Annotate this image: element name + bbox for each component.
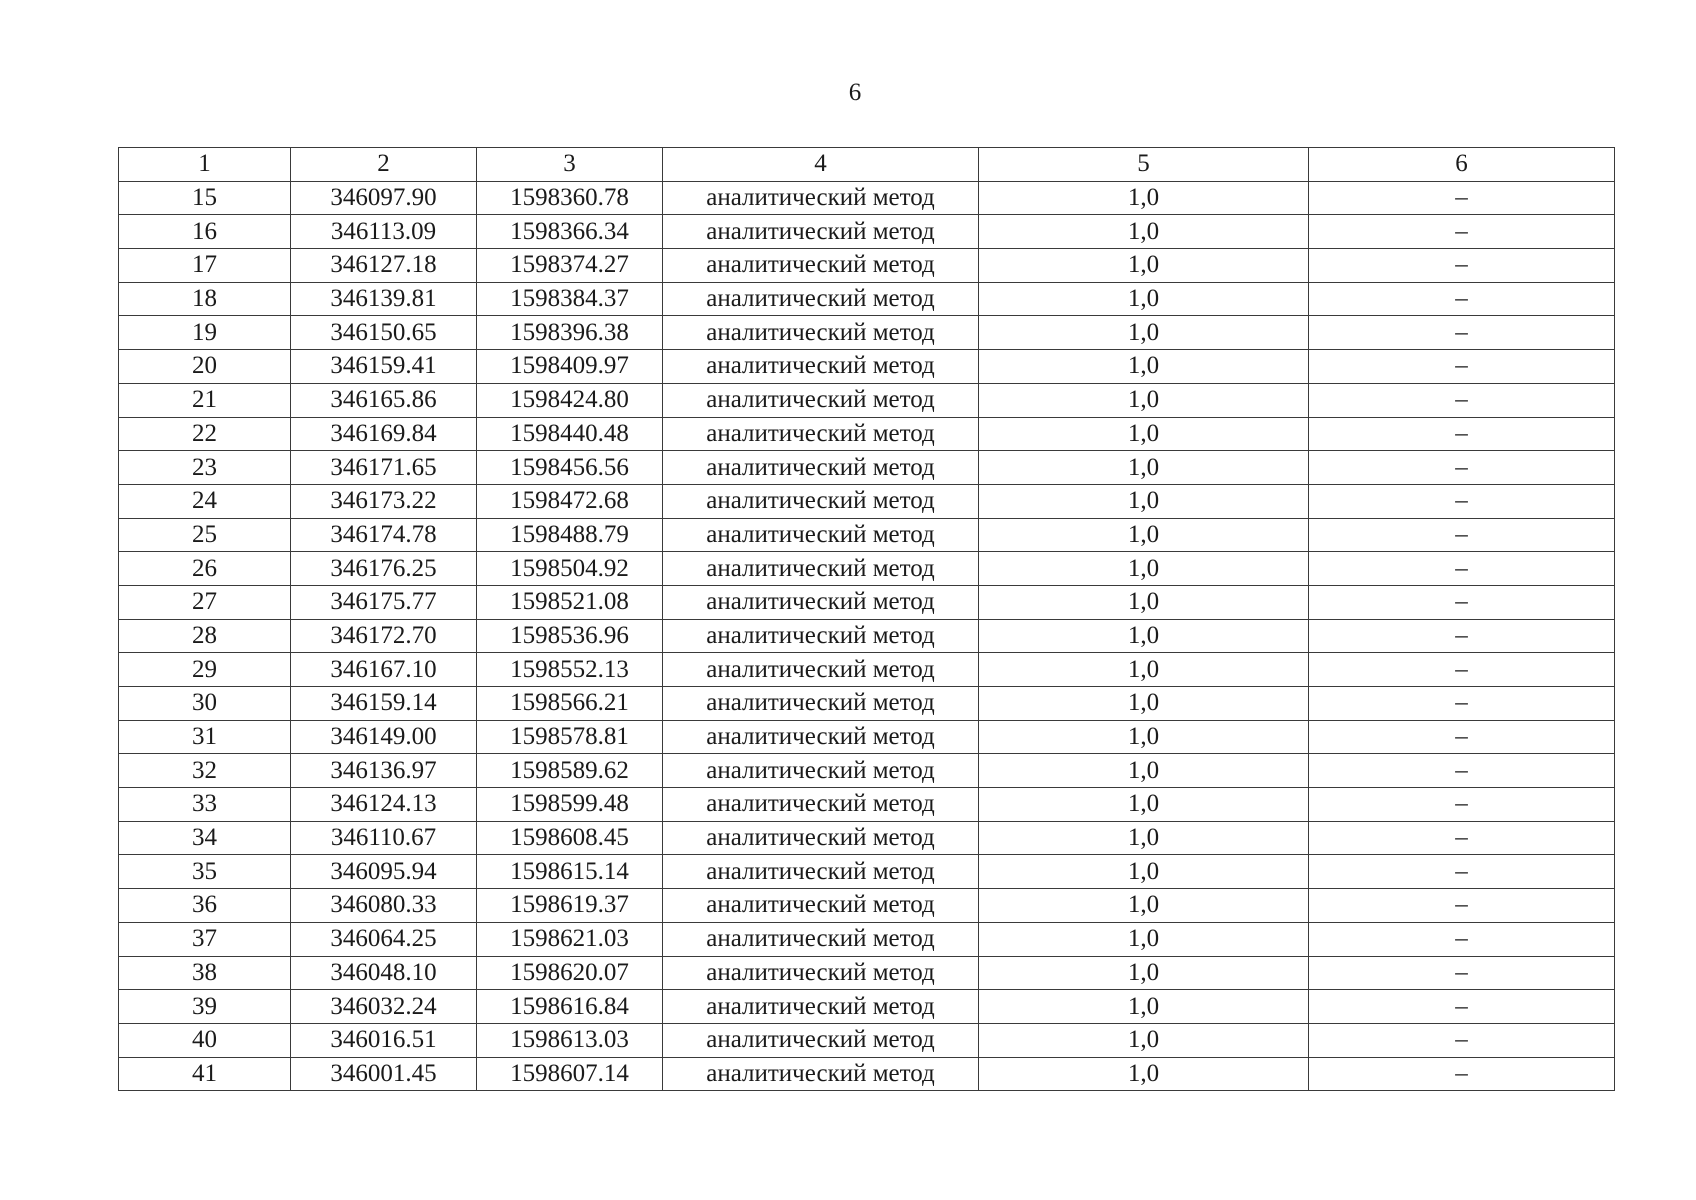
point-number-cell: 27: [119, 585, 291, 619]
point-number-cell: 18: [119, 282, 291, 316]
accuracy-cell: 1,0: [979, 1023, 1309, 1057]
method-cell: аналитический метод: [663, 855, 979, 889]
y-coordinate-cell: 1598613.03: [477, 1023, 663, 1057]
table-row: [119, 855, 1615, 889]
y-coordinate-cell: 1598384.37: [477, 282, 663, 316]
y-coordinate-cell: 1598504.92: [477, 552, 663, 586]
accuracy-cell: 1,0: [979, 1057, 1309, 1091]
note-cell: –: [1309, 316, 1615, 350]
y-coordinate-cell: 1598616.84: [477, 990, 663, 1024]
method-cell: аналитический метод: [663, 518, 979, 552]
y-coordinate-cell: 1598599.48: [477, 788, 663, 822]
x-coordinate-cell: 346001.45: [291, 1057, 477, 1091]
table-row: [119, 316, 1615, 350]
table-row: [119, 889, 1615, 923]
point-number-cell: 34: [119, 821, 291, 855]
point-number-cell: 22: [119, 417, 291, 451]
table-row: [119, 990, 1615, 1024]
table-row: [119, 653, 1615, 687]
point-number-cell: 39: [119, 990, 291, 1024]
table-row: [119, 821, 1615, 855]
x-coordinate-cell: 346173.22: [291, 484, 477, 518]
note-cell: –: [1309, 350, 1615, 384]
x-coordinate-cell: 346136.97: [291, 754, 477, 788]
accuracy-cell: 1,0: [979, 956, 1309, 990]
x-coordinate-cell: 346167.10: [291, 653, 477, 687]
x-coordinate-cell: 346032.24: [291, 990, 477, 1024]
table-row: [119, 720, 1615, 754]
y-coordinate-cell: 1598566.21: [477, 687, 663, 721]
y-coordinate-cell: 1598552.13: [477, 653, 663, 687]
note-cell: –: [1309, 956, 1615, 990]
note-cell: –: [1309, 181, 1615, 215]
note-cell: –: [1309, 585, 1615, 619]
x-coordinate-cell: 346172.70: [291, 619, 477, 653]
y-coordinate-cell: 1598578.81: [477, 720, 663, 754]
accuracy-cell: 1,0: [979, 316, 1309, 350]
method-cell: аналитический метод: [663, 350, 979, 384]
x-coordinate-cell: 346113.09: [291, 215, 477, 249]
method-cell: аналитический метод: [663, 754, 979, 788]
table-row: [119, 585, 1615, 619]
x-coordinate-cell: 346139.81: [291, 282, 477, 316]
table-row: [119, 249, 1615, 283]
y-coordinate-cell: 1598424.80: [477, 383, 663, 417]
x-coordinate-cell: 346159.41: [291, 350, 477, 384]
accuracy-cell: 1,0: [979, 653, 1309, 687]
y-coordinate-cell: 1598615.14: [477, 855, 663, 889]
point-number-cell: 16: [119, 215, 291, 249]
y-coordinate-cell: 1598608.45: [477, 821, 663, 855]
table-row: [119, 417, 1615, 451]
accuracy-cell: 1,0: [979, 720, 1309, 754]
table-row: [119, 687, 1615, 721]
x-coordinate-cell: 346110.67: [291, 821, 477, 855]
table-row: [119, 350, 1615, 384]
method-cell: аналитический метод: [663, 922, 979, 956]
y-coordinate-cell: 1598536.96: [477, 619, 663, 653]
point-number-cell: 17: [119, 249, 291, 283]
table-row: [119, 1023, 1615, 1057]
note-cell: –: [1309, 855, 1615, 889]
note-cell: –: [1309, 1057, 1615, 1091]
column-header: 4: [663, 148, 979, 182]
note-cell: –: [1309, 1023, 1615, 1057]
point-number-cell: 19: [119, 316, 291, 350]
y-coordinate-cell: 1598521.08: [477, 585, 663, 619]
y-coordinate-cell: 1598607.14: [477, 1057, 663, 1091]
note-cell: –: [1309, 282, 1615, 316]
note-cell: –: [1309, 754, 1615, 788]
accuracy-cell: 1,0: [979, 249, 1309, 283]
note-cell: –: [1309, 249, 1615, 283]
x-coordinate-cell: 346064.25: [291, 922, 477, 956]
method-cell: аналитический метод: [663, 821, 979, 855]
y-coordinate-cell: 1598374.27: [477, 249, 663, 283]
x-coordinate-cell: 346159.14: [291, 687, 477, 721]
accuracy-cell: 1,0: [979, 215, 1309, 249]
point-number-cell: 26: [119, 552, 291, 586]
point-number-cell: 40: [119, 1023, 291, 1057]
x-coordinate-cell: 346149.00: [291, 720, 477, 754]
x-coordinate-cell: 346048.10: [291, 956, 477, 990]
y-coordinate-cell: 1598589.62: [477, 754, 663, 788]
accuracy-cell: 1,0: [979, 417, 1309, 451]
y-coordinate-cell: 1598360.78: [477, 181, 663, 215]
point-number-cell: 15: [119, 181, 291, 215]
point-number-cell: 29: [119, 653, 291, 687]
y-coordinate-cell: 1598620.07: [477, 956, 663, 990]
note-cell: –: [1309, 383, 1615, 417]
table-row: [119, 451, 1615, 485]
table-row: [119, 215, 1615, 249]
note-cell: –: [1309, 687, 1615, 721]
method-cell: аналитический метод: [663, 282, 979, 316]
table-row: [119, 619, 1615, 653]
note-cell: –: [1309, 518, 1615, 552]
point-number-cell: 32: [119, 754, 291, 788]
y-coordinate-cell: 1598456.56: [477, 451, 663, 485]
note-cell: –: [1309, 788, 1615, 822]
y-coordinate-cell: 1598488.79: [477, 518, 663, 552]
accuracy-cell: 1,0: [979, 821, 1309, 855]
accuracy-cell: 1,0: [979, 383, 1309, 417]
page-number: 6: [848, 79, 862, 106]
x-coordinate-cell: 346169.84: [291, 417, 477, 451]
column-header: 5: [979, 148, 1309, 182]
note-cell: –: [1309, 720, 1615, 754]
point-number-cell: 31: [119, 720, 291, 754]
table-row: [119, 922, 1615, 956]
note-cell: –: [1309, 889, 1615, 923]
point-number-cell: 38: [119, 956, 291, 990]
x-coordinate-cell: 346127.18: [291, 249, 477, 283]
note-cell: –: [1309, 821, 1615, 855]
accuracy-cell: 1,0: [979, 754, 1309, 788]
accuracy-cell: 1,0: [979, 350, 1309, 384]
accuracy-cell: 1,0: [979, 181, 1309, 215]
accuracy-cell: 1,0: [979, 687, 1309, 721]
accuracy-cell: 1,0: [979, 585, 1309, 619]
accuracy-cell: 1,0: [979, 990, 1309, 1024]
x-coordinate-cell: 346097.90: [291, 181, 477, 215]
x-coordinate-cell: 346016.51: [291, 1023, 477, 1057]
method-cell: аналитический метод: [663, 383, 979, 417]
y-coordinate-cell: 1598409.97: [477, 350, 663, 384]
y-coordinate-cell: 1598366.34: [477, 215, 663, 249]
table-row: [119, 1057, 1615, 1091]
note-cell: –: [1309, 990, 1615, 1024]
note-cell: –: [1309, 451, 1615, 485]
method-cell: аналитический метод: [663, 653, 979, 687]
column-header: 1: [119, 148, 291, 182]
x-coordinate-cell: 346095.94: [291, 855, 477, 889]
method-cell: аналитический метод: [663, 316, 979, 350]
table-row: [119, 518, 1615, 552]
point-number-cell: 24: [119, 484, 291, 518]
point-number-cell: 23: [119, 451, 291, 485]
y-coordinate-cell: 1598440.48: [477, 417, 663, 451]
coordinates-table: [118, 147, 1615, 1091]
column-header: 6: [1309, 148, 1615, 182]
method-cell: аналитический метод: [663, 552, 979, 586]
point-number-cell: 30: [119, 687, 291, 721]
method-cell: аналитический метод: [663, 788, 979, 822]
table-row: [119, 181, 1615, 215]
x-coordinate-cell: 346165.86: [291, 383, 477, 417]
method-cell: аналитический метод: [663, 720, 979, 754]
point-number-cell: 35: [119, 855, 291, 889]
accuracy-cell: 1,0: [979, 922, 1309, 956]
accuracy-cell: 1,0: [979, 855, 1309, 889]
method-cell: аналитический метод: [663, 956, 979, 990]
method-cell: аналитический метод: [663, 181, 979, 215]
accuracy-cell: 1,0: [979, 788, 1309, 822]
table-row: [119, 484, 1615, 518]
point-number-cell: 41: [119, 1057, 291, 1091]
table-row: [119, 282, 1615, 316]
table-row: [119, 552, 1615, 586]
table-body: [119, 181, 1615, 1091]
note-cell: –: [1309, 552, 1615, 586]
method-cell: аналитический метод: [663, 484, 979, 518]
note-cell: –: [1309, 484, 1615, 518]
point-number-cell: 21: [119, 383, 291, 417]
x-coordinate-cell: 346176.25: [291, 552, 477, 586]
accuracy-cell: 1,0: [979, 889, 1309, 923]
accuracy-cell: 1,0: [979, 619, 1309, 653]
point-number-cell: 20: [119, 350, 291, 384]
note-cell: –: [1309, 215, 1615, 249]
method-cell: аналитический метод: [663, 1057, 979, 1091]
point-number-cell: 33: [119, 788, 291, 822]
table-header-row: [119, 148, 1615, 182]
method-cell: аналитический метод: [663, 585, 979, 619]
method-cell: аналитический метод: [663, 451, 979, 485]
x-coordinate-cell: 346080.33: [291, 889, 477, 923]
method-cell: аналитический метод: [663, 215, 979, 249]
x-coordinate-cell: 346150.65: [291, 316, 477, 350]
method-cell: аналитический метод: [663, 889, 979, 923]
x-coordinate-cell: 346174.78: [291, 518, 477, 552]
method-cell: аналитический метод: [663, 619, 979, 653]
method-cell: аналитический метод: [663, 417, 979, 451]
note-cell: –: [1309, 653, 1615, 687]
accuracy-cell: 1,0: [979, 552, 1309, 586]
point-number-cell: 25: [119, 518, 291, 552]
point-number-cell: 37: [119, 922, 291, 956]
table-row: [119, 956, 1615, 990]
accuracy-cell: 1,0: [979, 282, 1309, 316]
y-coordinate-cell: 1598396.38: [477, 316, 663, 350]
x-coordinate-cell: 346171.65: [291, 451, 477, 485]
x-coordinate-cell: 346175.77: [291, 585, 477, 619]
note-cell: –: [1309, 417, 1615, 451]
x-coordinate-cell: 346124.13: [291, 788, 477, 822]
column-header: 3: [477, 148, 663, 182]
column-header: 2: [291, 148, 477, 182]
accuracy-cell: 1,0: [979, 451, 1309, 485]
table-row: [119, 754, 1615, 788]
y-coordinate-cell: 1598621.03: [477, 922, 663, 956]
method-cell: аналитический метод: [663, 249, 979, 283]
table-row: [119, 383, 1615, 417]
point-number-cell: 36: [119, 889, 291, 923]
method-cell: аналитический метод: [663, 1023, 979, 1057]
y-coordinate-cell: 1598619.37: [477, 889, 663, 923]
point-number-cell: 28: [119, 619, 291, 653]
y-coordinate-cell: 1598472.68: [477, 484, 663, 518]
accuracy-cell: 1,0: [979, 484, 1309, 518]
method-cell: аналитический метод: [663, 990, 979, 1024]
method-cell: аналитический метод: [663, 687, 979, 721]
table-row: [119, 788, 1615, 822]
note-cell: –: [1309, 922, 1615, 956]
note-cell: –: [1309, 619, 1615, 653]
accuracy-cell: 1,0: [979, 518, 1309, 552]
